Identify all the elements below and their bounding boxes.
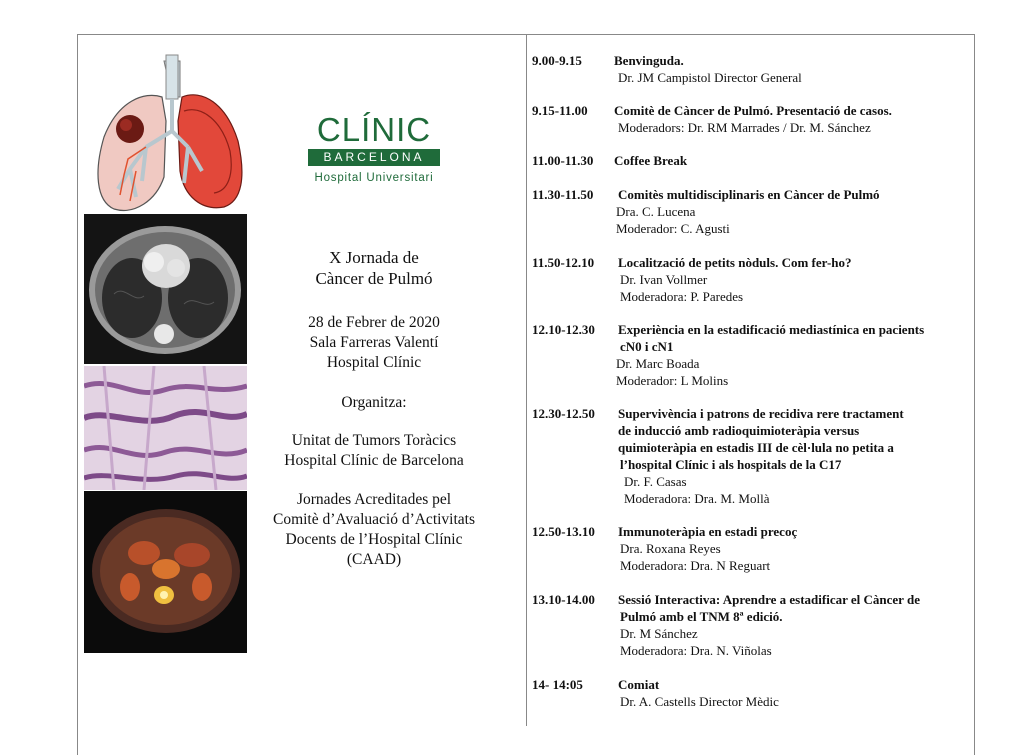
accreditation-line: Comitè d’Avaluació d’Activitats — [272, 511, 476, 528]
schedule-title: Benvinguda. — [614, 53, 684, 68]
schedule-person: Dr. Marc Boada — [616, 356, 700, 371]
schedule-time: 12.50-13.10 — [532, 524, 595, 539]
schedule-person: Moderadora: Dra. N Reguart — [620, 558, 771, 573]
accreditation — [250, 490, 498, 570]
event-title-line: Càncer de Pulmó — [315, 269, 433, 288]
schedule-time: 11.30-11.50 — [532, 187, 594, 202]
organizer-line: Unitat de Tumors Toràcics — [291, 432, 457, 449]
schedule-time: 12.30-12.50 — [532, 406, 595, 421]
schedule-person: Dr. A. Castells Director Mèdic — [620, 694, 779, 709]
schedule-time: 11.00-11.30 — [532, 153, 594, 168]
event-title — [250, 247, 498, 289]
schedule-title: Coffee Break — [614, 153, 688, 168]
schedule-time: 11.50-12.10 — [532, 255, 595, 270]
organizer-line: Hospital Clínic de Barcelona — [284, 452, 464, 469]
histology-image — [84, 366, 247, 490]
schedule-title: Supervivència i patrons de recidiva rere tractament — [618, 406, 904, 421]
event-details — [250, 313, 498, 373]
logo-tagline: Hospital Universitari — [314, 172, 434, 184]
schedule-person: Dra. C. Lucena — [616, 204, 696, 219]
event-venue: Hospital Clínic — [326, 354, 422, 371]
schedule-time: 9.00-9.15 — [532, 53, 582, 68]
accreditation-line: (CAAD) — [346, 551, 402, 568]
logo-subtitle: BARCELONA — [308, 149, 440, 166]
schedule-person: Dr. M Sánchez — [620, 626, 698, 641]
schedule-title: Comitè de Càncer de Pulmó. Presentació de casos. — [614, 103, 892, 118]
lungs-illustration — [84, 51, 247, 213]
pet-scan-image — [84, 491, 247, 653]
schedule-person: Moderadora: Dra. N. Viñolas — [620, 643, 772, 658]
schedule-title: cN0 i cN1 — [620, 339, 674, 354]
accreditation-line: Docents de l’Hospital Clínic — [285, 531, 463, 548]
organizer-label — [250, 393, 498, 413]
schedule-title: Sessió Interactiva: Aprendre a estadificar el Càncer de — [618, 592, 920, 607]
accreditation-line: Jornades Acreditades pel — [296, 491, 452, 508]
schedule-time: 9.15-11.00 — [532, 103, 588, 118]
schedule-time: 12.10-12.30 — [532, 322, 595, 337]
organizer — [250, 431, 498, 471]
clinic-barcelona-logo — [300, 112, 448, 196]
event-room: Sala Farreras Valentí — [309, 334, 439, 351]
logo-name: CLÍNIC — [316, 111, 432, 148]
schedule-time: 13.10-14.00 — [532, 592, 595, 607]
schedule-title: l’hospital Clínic i als hospitals de la C17 — [620, 457, 842, 472]
schedule-person: Dr. JM Campistol Director General — [618, 70, 802, 85]
schedule-title: Immunoteràpia en estadi precoç — [618, 524, 798, 539]
schedule-person: Dr. F. Casas — [624, 474, 687, 489]
schedule-title: Experiència en la estadificació mediastínica en pacients — [618, 322, 925, 337]
ct-scan-image — [84, 214, 247, 364]
schedule-person: Moderadora: Dra. M. Mollà — [624, 491, 770, 506]
schedule-person: Moderador: C. Agusti — [616, 221, 730, 236]
schedule-title: Comitès multidisciplinaris en Càncer de Pulmó — [618, 187, 880, 202]
schedule-person: Moderador: L Molins — [616, 373, 729, 388]
schedule-person: Moderadors: Dr. RM Marrades / Dr. M. Sánchez — [618, 120, 871, 135]
schedule-title: de inducció amb radioquimioteràpia versus — [618, 423, 860, 438]
event-title-line: X Jornada de — [329, 248, 419, 267]
schedule-title: Pulmó amb el TNM 8ª edició. — [620, 609, 783, 624]
organizer-label-text: Organitza: — [341, 394, 407, 411]
schedule-time: 14- 14:05 — [532, 677, 583, 692]
schedule-title: Localització de petits nòduls. Com fer-ho? — [618, 255, 852, 270]
schedule-person: Moderadora: P. Paredes — [620, 289, 744, 304]
event-date: 28 de Febrer de 2020 — [308, 314, 440, 331]
schedule-title: quimioteràpia en estadis III de cèl·lula no petita a — [618, 440, 894, 455]
schedule-person: Dr. Ivan Vollmer — [620, 272, 708, 287]
schedule-person: Dra. Roxana Reyes — [620, 541, 721, 556]
schedule-title: Comiat — [618, 677, 660, 692]
column-divider — [526, 34, 527, 726]
